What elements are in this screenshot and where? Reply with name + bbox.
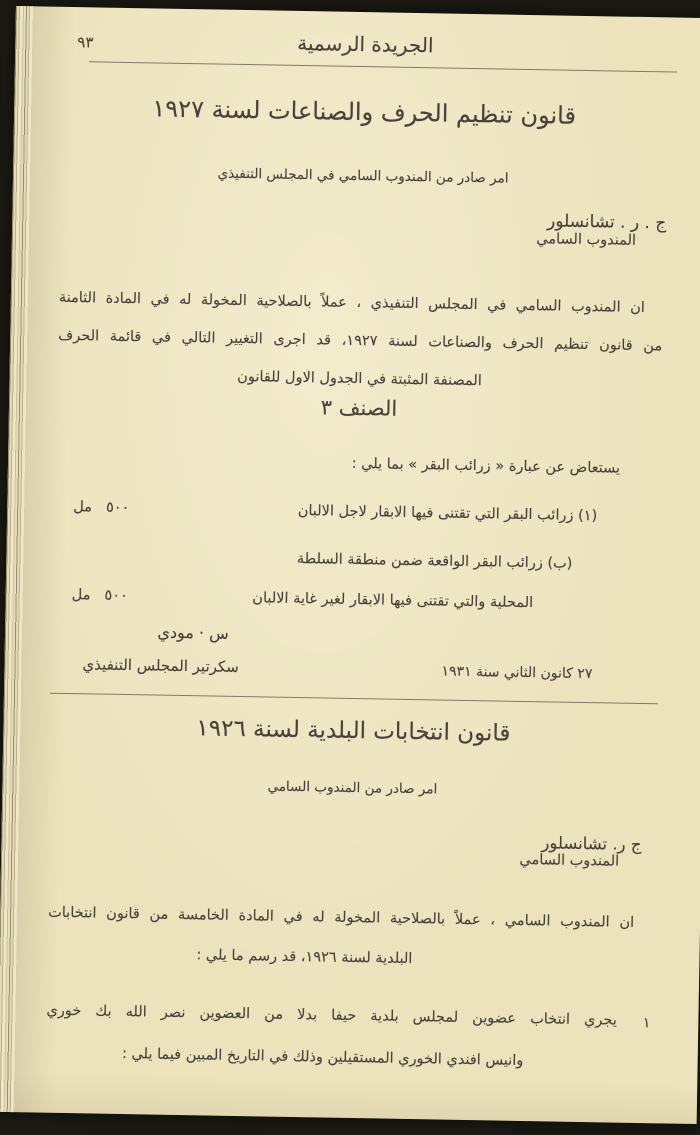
item-amount: ٥٠٠ [104, 587, 128, 605]
signatory-role: المندوب السامي [536, 231, 637, 249]
order-subtitle-2: امر صادر من المندوب السامي [267, 778, 438, 798]
signatory-name: ج . ر . تشانسلور [546, 211, 667, 234]
class-heading: الصنف ٣ [320, 395, 398, 421]
issue-date: ٢٧ كانون الثاني سنة ١٩٣١ [441, 663, 593, 683]
law-title-2: قانون انتخابات البلدية لسنة ١٩٢٦ [196, 715, 511, 747]
clause-text: يجري انتخاب عضوين لمجلس بلدية حيفا بدلا من العضوين نصر الله بك خوري [46, 1002, 617, 1029]
tariff-item-row [55, 499, 659, 526]
signatory-name: ج ر. تشانسلور [541, 833, 642, 855]
section-divider [50, 693, 658, 705]
paragraph-line: من قانون تنظيم الحرف والصناعات لسنة ١٩٢٧، قد اجرى التغيير التالي في قائمة الحرف [58, 327, 663, 355]
paragraph-line: البلدية لسنة ١٩٢٦، قد رسم ما يلي : [196, 947, 413, 968]
order-subtitle-1: امر صادر من المندوب السامي في المجلس التنفيذي [217, 165, 509, 187]
law-paragraph-1 [57, 279, 663, 404]
paragraph-line: ان المندوب السامي ، عملاً بالصلاحية المخولة له في المادة الخامسة من قانون انتخابات [48, 904, 635, 931]
secretary-name: س · مودي [157, 622, 229, 643]
page-number: ٩٣ [77, 33, 94, 52]
item-label: (١) [577, 507, 598, 525]
signature-block-2 [421, 831, 642, 870]
item-text: (١) زرائب البقر التي تقتنى فيها الابقار لاجل الالبان [297, 502, 598, 525]
tariff-item-row [54, 587, 658, 614]
item-amount-group [72, 587, 128, 604]
secretary-title: سكرتير المجلس التنفيذي [82, 655, 239, 676]
item-amount-group [73, 499, 129, 516]
paragraph-line: المصنفة المثبتة في الجدول الاول للقانون [237, 368, 482, 390]
page-content [0, 6, 700, 1124]
item-text: زرائب البقر الواقعة ضمن منطقة السلطة [296, 550, 543, 572]
clause-1 [45, 991, 650, 1084]
item-label: (ب) [547, 555, 573, 572]
tariff-item-row [54, 547, 658, 574]
item-amount: ٥٠٠ [105, 499, 130, 517]
law-title-1: قانون تنظيم الحرف والصناعات لسنة ١٩٢٧ [152, 94, 577, 130]
item-unit: مل [73, 499, 93, 516]
clause-line: وانيس افندي الخوري المستقيلين وذلك في التاريخ المبين فيما يلي : [121, 1046, 524, 1070]
book-page [0, 6, 700, 1124]
item-unit: مل [71, 587, 91, 604]
substitution-intro: يستعاض عن عبارة « زرائب البقر » بما يلي : [351, 455, 621, 477]
paragraph-line: ان المندوب السامي في المجلس التنفيذي ، عملاً بالصلاحية المخولة له في المادة الثامنة [58, 289, 645, 317]
item-text: المحلية والتي تقتنى فيها الابقار لغير غاية الالبان [252, 590, 534, 612]
signature-block-1 [436, 209, 667, 249]
gazette-title: الجريدة الرسمية [297, 30, 434, 58]
law-paragraph-2 [47, 893, 652, 984]
clause-number: ١ [642, 1015, 651, 1032]
signatory-role: المندوب السامي [519, 851, 620, 870]
